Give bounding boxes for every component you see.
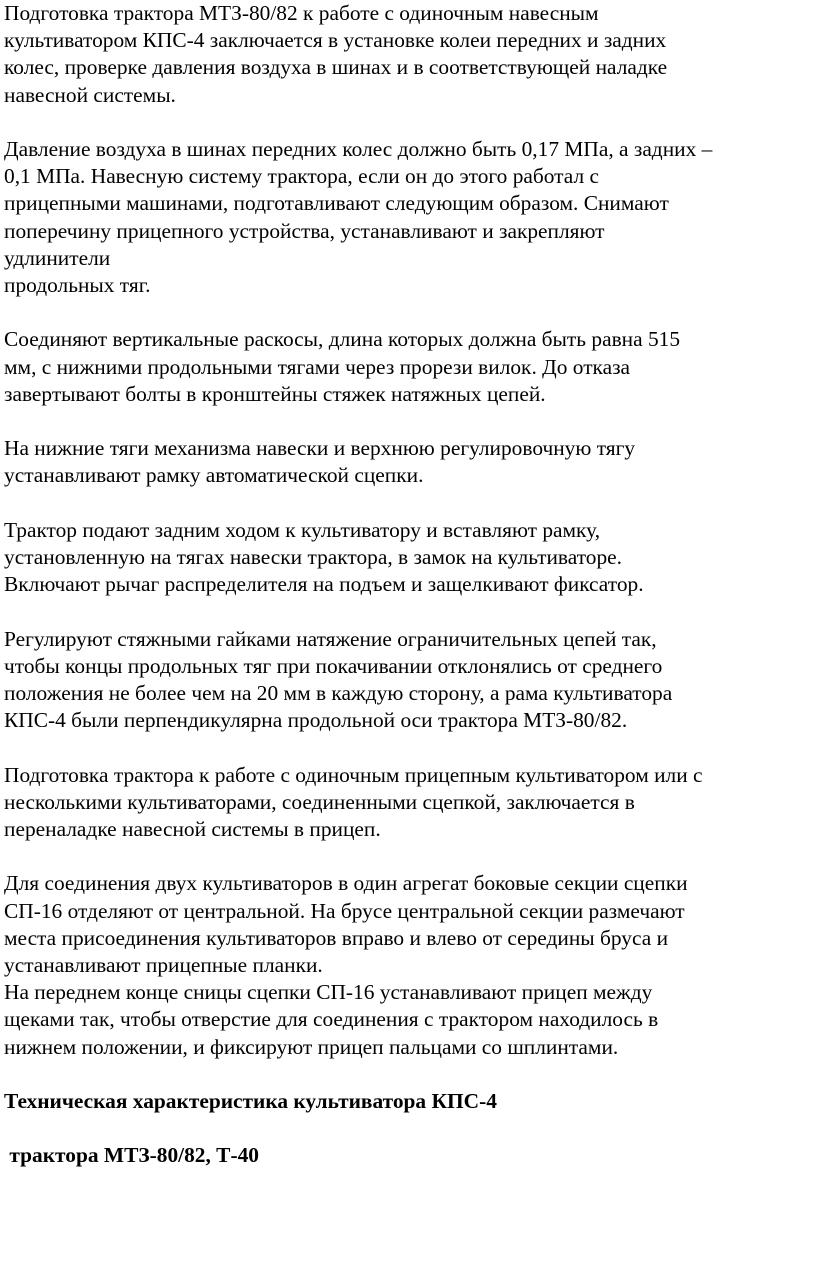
document-page	[4, 0, 812, 1197]
text-line: 0,1 МПа. Навесную систему трактора, если он до этого работал с	[4, 164, 599, 189]
paragraph-2	[4, 136, 812, 299]
paragraph-3	[4, 326, 812, 408]
text-line: устанавливают рамку автоматической сцепки.	[4, 463, 424, 488]
text-line: Регулируют стяжными гайками натяжение ограничительных цепей так,	[4, 626, 657, 651]
text-line: СП-16 отделяют от центральной. На брусе центральной секции размечают	[4, 898, 685, 923]
text-line: Трактор подают задним ходом к культиватору и вставляют рамку,	[4, 517, 601, 542]
text-line: культиватором КПС-4 заключается в установке колеи передних и задних	[4, 28, 667, 53]
text-line: навесной системы.	[4, 82, 176, 107]
section-subheading: трактора МТЗ-80/82, Т-40	[4, 1143, 259, 1168]
text-line: Для соединения двух культиваторов в один агрегат боковые секции сцепки	[4, 871, 688, 896]
text-line: На нижние тяги механизма навески и верхнюю регулировочную тягу	[4, 436, 636, 461]
paragraph-4	[4, 435, 812, 489]
text-line: чтобы концы продольных тяг при покачивании отклонялись от среднего	[4, 653, 663, 678]
paragraph-5	[4, 517, 812, 599]
text-line: мм, с нижними продольными тягами через прорези вилок. До отказа	[4, 354, 631, 379]
text-line: продольных тяг.	[4, 273, 151, 298]
text-line: устанавливают прицепные планки.	[4, 953, 323, 977]
text-line: завертывают болты в кронштейны стяжек натяжных цепей.	[4, 381, 546, 406]
text-line: Соединяют вертикальные раскосы, длина которых должна быть равна 515	[4, 327, 681, 352]
text-line: колес, проверке давления воздуха в шинах и в соответствующей наладке	[4, 55, 668, 80]
paragraph-1	[4, 0, 812, 109]
paragraph-6	[4, 626, 812, 735]
text-line: Подготовка трактора к работе с одиночным прицепным культиватором или с	[4, 762, 703, 787]
text-line: Включают рычаг распределителя на подъем и защелкивают фиксатор.	[4, 572, 644, 597]
text-line: нижнем положении, и фиксируют прицеп пальцами со шплинтами.	[4, 1034, 619, 1059]
paragraph-7	[4, 762, 812, 844]
text-line: несколькими культиваторами, соединенными сцепкой, заключается в	[4, 789, 635, 814]
paragraph-8	[4, 870, 812, 1060]
text-line: удлинители	[4, 245, 111, 270]
text-line: Подготовка трактора МТЗ-80/82 к работе с одиночным навесным	[4, 1, 599, 25]
text-line: места присоединения культиваторов вправо и влево от середины бруса и	[4, 925, 669, 950]
section-heading: Техническая характеристика культиватора КПС-4	[4, 1089, 497, 1113]
text-line: положения не более чем на 20 мм в каждую сторону, а рама культиватора	[4, 681, 673, 705]
text-line: поперечину прицепного устройства, устанавливают и закрепляют	[4, 218, 605, 243]
text-line: щеками так, чтобы отверстие для соединения с трактором находилось в	[4, 1007, 659, 1032]
text-line: На переднем конце сницы сцепки СП-16 устанавливают прицеп между	[4, 980, 653, 1005]
text-line: КПС-4 были перпендикулярна продольной оси трактора МТЗ-80/82.	[4, 708, 628, 733]
text-line: прицепными машинами, подготавливают следующим образом. Снимают	[4, 191, 669, 216]
text-line: Давление воздуха в шинах передних колес должно быть 0,17 МПа, а задних –	[4, 137, 713, 161]
text-line: установленную на тягах навески трактора, в замок на культиваторе.	[4, 545, 622, 569]
text-line: переналадке навесной системы в прицеп.	[4, 817, 381, 841]
